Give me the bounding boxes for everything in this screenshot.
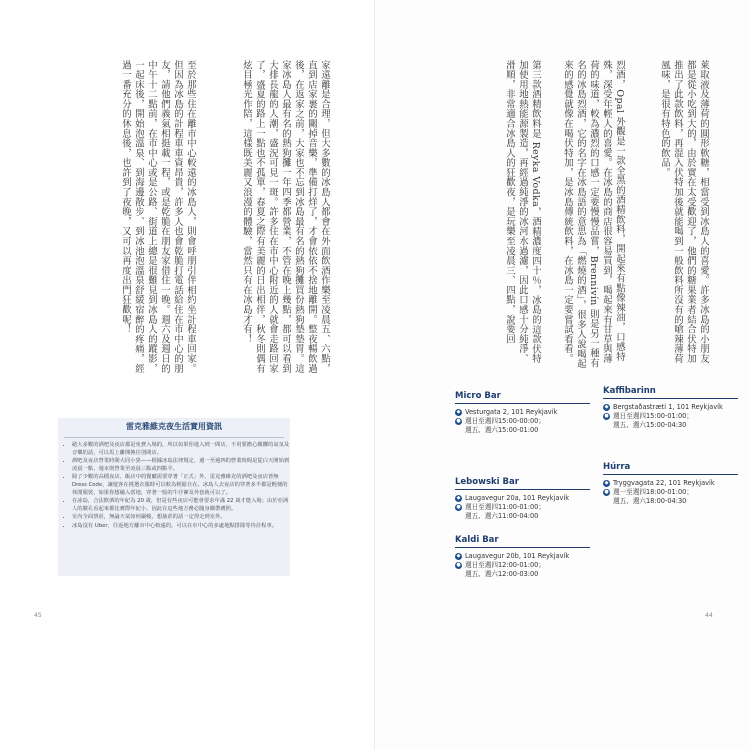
bar-listing (455, 389, 590, 435)
right-page (375, 0, 750, 750)
tips-divider (64, 437, 284, 438)
bar-address: Tryggvagata 22, 101 Reykjavík (613, 479, 715, 487)
bar-name: Lebowski Bar (455, 477, 519, 487)
location-pin-icon: ◆ (456, 553, 461, 559)
clock-icon: ● (456, 418, 461, 424)
tip-item: • 室內全面禁菸，無論天氣如何嚴峻，想抽菸的話一定得走到室外。 (72, 514, 292, 522)
bar-divider (455, 489, 590, 490)
right-text-block-c (456, 60, 542, 372)
bar-hours-weekday: 週日至週四15:00-00:00； (465, 417, 545, 425)
bar-listing (603, 460, 738, 506)
tip-item: • 在冰島，合法飲酒的年紀為 20 歲，但是有些夜店可能會要求年滿 22 歲才能入場；由於亞洲人的臉孔看起來都比實際年紀小，因此在這些地方務必隨身攜帶護照。 (72, 498, 292, 513)
bar-hours-weekday: 週日至週四12:00-01:00； (465, 561, 545, 569)
tip-item: • 冰島沒有 Uber，往返地方離市中心較遠的，可以在市中心的多處地點排隊等待計程車。 (72, 523, 292, 531)
bar-hours-weekday: 週一至週四18:00-01:00； (613, 488, 693, 496)
bar-hours-weekend: 週五、週六12:00-03:00 (465, 570, 539, 578)
clock-icon: ● (456, 504, 461, 510)
page-number-right: 44 (705, 612, 713, 619)
bar-hours-weekday: 週日至週四11:00-01:00； (465, 503, 545, 511)
bar-name: Húrra (603, 462, 631, 472)
bar-name: Kaldi Bar (455, 535, 499, 545)
right-text-block-b (544, 60, 626, 372)
bar-divider (455, 547, 590, 548)
bar-address: Laugavegur 20a, 101 Reykjavík (465, 494, 570, 502)
nightlife-tips-box (58, 418, 290, 576)
clock-icon: ● (604, 413, 609, 419)
tip-item: • 除了少數的高檔夜店、飯店中的餐廳需要穿著「正式」外，雷克雅維克的酒吧及夜店皆無 Dress Code，讓遊客在挑選衣服時可以較為輕鬆自在。冰島人去夜店的穿著多半都是輕便的休閒服裝，如果你想融入當地，穿著一般的牛仔褲及外套就可以了。 (72, 474, 292, 497)
location-pin-icon: ◆ (456, 409, 461, 415)
right-text-block-a (628, 60, 710, 372)
left-paragraph-a: 家遠離是合理，但大多數的冰島人都會在外面飲酒作樂至凌晨五、六點，直到店家裹的關掉音樂，準備打烊了，才會依依不捨地離開。整夜暢飲過後，在返家之前，大家也不忘到冰島最有名的熱狗攤買份熱狗墊墊胃。這家冰島人最有名的熱狗攤一年四季都營業，不管在晚上幾點，都可以看到大排長龍的人潮，盛況可見一斑。許多住在市中心附近的人就會走路回家了，盛夏的路上一點也不孤單，春夏之際有美麗的日出相伴，秋冬則偶有炫目極光作陪，這樣既美麗又浪漫的體驗，當然只有在冰島才有！ (241, 60, 330, 374)
location-pin-icon: ◆ (456, 495, 461, 501)
bar-hours-weekday: 週日至週四15:00-01:00； (613, 412, 693, 420)
bar-address: Bergstaðastræti 1, 101 Reykjavík (613, 403, 723, 411)
tips-title: 雷克雅維克夜生活實用資訊 (126, 422, 222, 431)
left-paragraph-b: 至於那些住在離市中心較遠的冰島人，則會呼朋引伴相約坐計程車回家。但因為冰島的計程車車資昂貴，許多人也會乾脆打電話給住在市中心的朋友，請他們義氣相挺載一程，或是乾脆在朋友家借住一晚。週六及週日的中午十二點前，在市中心或是公路、街道上總是很難見到冰島人的蹤影，一起床後，開始泡溫泉、到海邊散步、到冰池泡溫泉舒緩宿醉的疼痛，經過一番充分的休息後，也許到了夜晚，又可以再度出門狂歡呢！ (120, 60, 196, 374)
page-number-left: 45 (34, 612, 42, 619)
tip-item: • 酒吧及夜店營業時間大同小異——根據冰島法律規定，週一至週四的營業時間是從白天開始到凌晨一點，週末則營業至凌晨三點或四點半。 (72, 458, 292, 473)
tips-list (64, 442, 292, 532)
clock-icon: ● (456, 562, 461, 568)
right-paragraph-a: 萊取液及薄荷的圓形軟糖，相當受到冰島人的喜愛。許多冰島的小朋友都是從小吃到大的，由於實在太受歡迎了，他們的糖果業者結合伏特加推出了此款飲料，再混入伏特加後就能喝到一般飲料所沒有的嗆辣薄荷風味，是很有特色的飲品。 (659, 60, 709, 364)
bar-divider (603, 474, 738, 475)
bar-hours-weekend: 週五、週六11:00-04:00 (465, 512, 539, 520)
bar-listing (455, 475, 590, 521)
bar-listing (603, 384, 738, 430)
location-pin-icon: ◆ (604, 404, 609, 410)
bar-hours-weekend: 週五、週六15:00-01:00 (465, 426, 539, 434)
right-paragraph-c: 第三款酒精飲料是 Reyka Vodka，酒精濃度四十％，冰島的這款伏特加使用地熱能源製造，再經過純淨的冰河水過濾，因此口感十分純淨、滑順，非常適合冰島人的狂歡夜，是玩樂至凌晨三、四點，說要回 (504, 60, 541, 364)
bar-divider (455, 403, 590, 404)
bar-name: Micro Bar (455, 391, 501, 401)
bar-listing (455, 533, 590, 579)
left-text-block-a (199, 60, 331, 380)
bar-hours-weekend: 週五、週六18:00-04:30 (613, 497, 687, 505)
clock-icon: ● (604, 489, 609, 495)
bar-address: Vesturgata 2, 101 Reykjavík (465, 408, 558, 416)
right-paragraph-b: 烈酒，Opal 外觀是一款全黑的酒精飲料，開起來有點像辣油，口感特殊，深受年輕人的喜愛。在冰島的商店很容易買到，喝起來有甘草與薄荷的味道，較為濃烈的口感一定要慢慢品嘗，Brennivín 則是另一種有名的冰島烈酒，它的名字在冰島語的意思為「燃燒的酒」，很多人說喝起來的感覺就像在喝伏特加，是冰島傳統飲料，在冰島一定要嘗試看看。 (562, 60, 625, 369)
tip-item: • 絕大多數的酒吧及夜店都是免費入場的，所以如果你進入到一間店，不用要擔心繳擲的氣氛及音樂的話，可以馬上離開換往別間店。 (72, 442, 292, 457)
bar-divider (603, 398, 738, 399)
bar-hours-weekend: 週五、週六15:00-04:30 (613, 421, 687, 429)
bar-name: Kaffibarinn (603, 386, 656, 396)
left-text-block-b (39, 60, 197, 380)
bar-address: Laugavegur 20b, 101 Reykjavík (465, 552, 570, 560)
location-pin-icon: ◆ (604, 480, 609, 486)
